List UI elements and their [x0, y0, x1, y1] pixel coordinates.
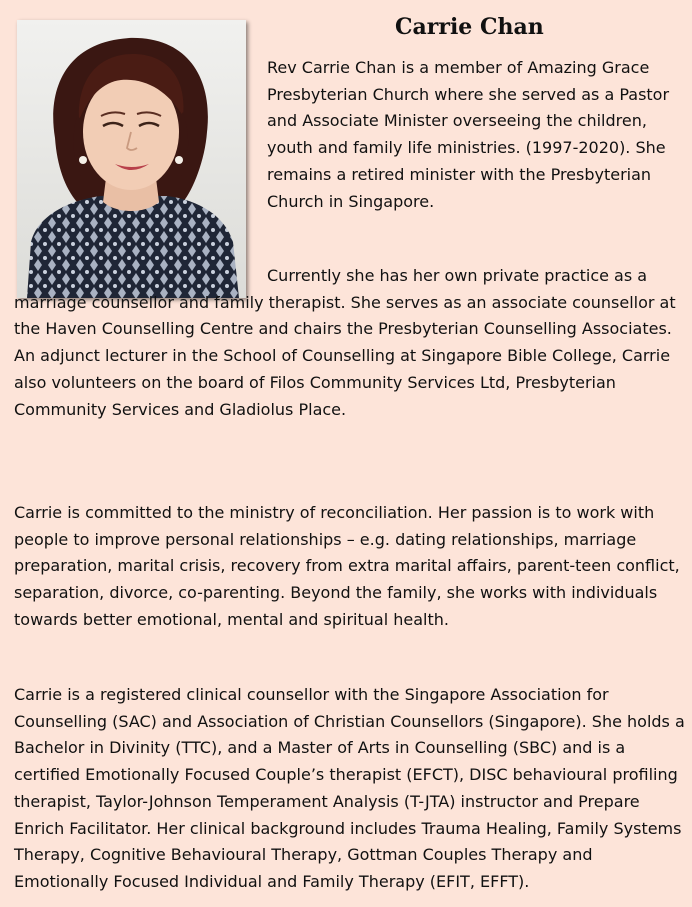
bio-paragraph-passion: Carrie is committed to the ministry of reconciliation. Her passion is to work with people to improve personal relationships – e.g. dating relationships, marriage preparation, marital crisis, recovery from extra marital affairs, parent-teen conflict, separation, divorce, co-parenting. Beyond the family, she works with individuals towards better emotional, mental and spiritual health. [14, 503, 680, 629]
page-title: Carrie Chan [395, 14, 544, 40]
bio-paragraph-ministry: Rev Carrie Chan is a member of Amazing Grace Presbyterian Church where she served as a Pastor and Associate Minister overseeing the children, youth and family life ministries. (1997-2020). She remains a retired minister with the Presbyterian Church in Singapore. [267, 58, 670, 211]
portrait-photo [17, 20, 246, 298]
bio-paragraph-credentials: Carrie is a registered clinical counsellor with the Singapore Association for Counselling (SAC) and Association of Christian Counsellors (Singapore). She holds a Bachelor in Divinity (TTC), and a Master of Arts in Counselling (SBC) and is a certified Emotionally Focused Couple’s therapist (EFCT), DISC behavioural profiling therapist, Taylor-Johnson Temperament Analysis (T-JTA) instructor and Prepare Enrich Facilitator. Her clinical background includes Trauma Healing, Family Systems Therapy, Cognitive Behavioural Therapy, Gottman Couples Therapy and Emotionally Focused Individual and Family Therapy (EFIT, EFFT). [14, 685, 685, 891]
bio-paragraph-practice: Currently she has her own private practice as a marriage counsellor and family therapist. She serves as an associate counsellor at the Haven Counselling Centre and chairs the Presbyterian Counselling Associates. An adjunct lecturer in the School of Counselling at Singapore Bible College, Carrie also volunteers on the board of Filos Community Services Ltd, Presbyterian Community Services and Gladiolus Place. [14, 266, 676, 419]
